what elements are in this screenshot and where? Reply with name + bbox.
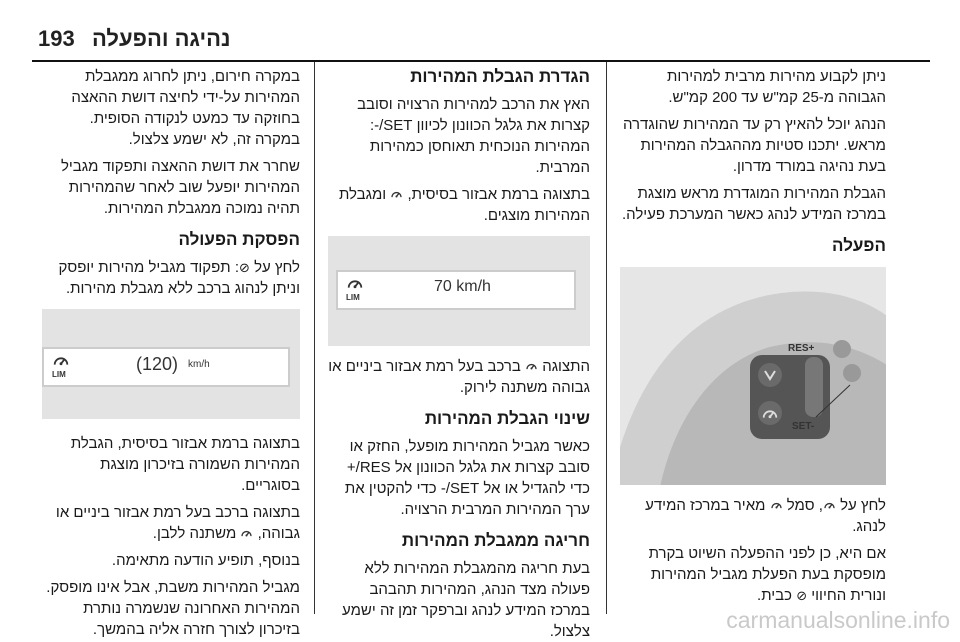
gauge-icon [50, 352, 72, 370]
set-limit-heading: הגדרת הגבלת המהירות [410, 67, 590, 86]
page-title: נהיגה והפעלה [92, 26, 231, 51]
watermark: carmanualsonline.info [726, 607, 950, 633]
speed-range-paragraph: ניתן לקבוע מהירות מרבית למהירות הגבוהה מ-25 קמ"ש עד 200 קמ"ש. [666, 68, 886, 106]
display-panel-set [328, 236, 590, 346]
page-number: 193 [38, 26, 75, 51]
column-divider-left [314, 62, 315, 614]
speed-limit-value: 70 km/h [434, 278, 491, 295]
advanced-display-paragraph: בתצוגה ברכב בעל רמת אבזור ביניים או גבוהה, משתנה ללבן. [55, 504, 300, 542]
change-limit-paragraph: כאשר מגביל המהירות מופעל, החזק או סובב קצרות את גלגל הכוונון אל RES/+ כדי להגדיל או אל SET/- כדי להקטין את ערך המהירות המרבית הרצויה. [344, 438, 590, 518]
cruise-indicator-icon: ⊘ [796, 588, 808, 603]
display-panel-stored [42, 309, 300, 419]
gauge-icon [390, 188, 403, 201]
exceed-limit-paragraph: בעת חריגה מהמגבלת המהירות ללא פעולה מצד הנהג, המהירות תהבהב במרכז המידע לנהג וברפקר זמן זה ישמע צלצול. [342, 560, 590, 640]
color-change-paragraph: התצוגה ברכב בעל רמת אבזור ביניים או גבוהה משתנה לירוק. [328, 358, 590, 396]
left-column [42, 62, 300, 640]
exceed-limit-heading: חריגה ממגבלת המהירות [401, 531, 590, 550]
release-pedal-paragraph: שחרר את דושת ההאצה ותפקוד מגביל המהירות יופעל שוב לאחר שהמהירות תהיה נמוכה ממגבלת המהירות. [60, 158, 300, 217]
deactivation-heading: הפסקת הפעולה [178, 230, 300, 249]
gauge-icon [770, 499, 783, 512]
stored-speed-value: (120) [136, 354, 179, 374]
gauge-icon [823, 499, 836, 512]
lim-label: LIM [346, 293, 360, 302]
activation-heading: הפעלה [832, 236, 886, 255]
res-label: RES+ [788, 343, 815, 354]
gauge-icon [344, 275, 366, 293]
steering-wheel-controls-icon [620, 267, 886, 485]
steering-wheel-illustration [620, 267, 886, 485]
disabled-paragraph: מגביל המהירות משבת, אבל אינו מופסק. המהירות האחרונה שנשמרה נותרת בזיכרון לצורך חזרה אליה בהמשך. [46, 579, 300, 638]
basic-stored-paragraph: בתצוגה ברמת אבזור בסיסית, הגבלת המהירות השמורה בזיכרון מוצגת בסוגריים. [70, 435, 300, 494]
basic-display-paragraph: בתצוגה ברמת אבזור בסיסית, ומגבלת המהירות מוצגים. [338, 186, 590, 224]
deviation-paragraph: הנהג יוכל להאיץ רק עד המהירות שהוגדרה מראש. יתכנו סטיות מההגבלה המהירות בעת נהיגה במורד מדרון. [622, 116, 886, 175]
gauge-icon [525, 360, 538, 373]
page-header [0, 0, 960, 60]
emergency-paragraph: במקרה חירום, ניתן לחרוג ממגבלת המהירות על-ידי לחיצה דושת ההאצה בחוזקה עד כמעט לנקודה הסופית. במקרה זה, לא ישמע צלצול. [71, 68, 300, 148]
lim-label: LIM [52, 370, 66, 379]
set-limit-paragraph: האץ את הרכב למהירות הרצויה וסובב קצרות את גלגל הכוונון לכיוון SET/-: המהירות הנוכחית תאוחסן כמהירות המרבית. [357, 96, 590, 176]
column-divider-right [606, 62, 607, 614]
set-label: SET- [792, 421, 815, 432]
activation-caption: לחץ על , סמל מאיר במרכז המידע לנהג. [645, 497, 886, 535]
speed-unit: km/h [188, 359, 210, 370]
cancel-limiter-icon: ⊘ [239, 260, 250, 275]
message-paragraph: בנוסף, תופיע הודעה מתאימה. [111, 552, 300, 569]
cruise-control-paragraph: אם היא, כן לפני ההפעלה השיוט בקרת מופסקת בעת הפעלת מגביל המהירות ונורית החיווי ⊘ כבית. [648, 545, 886, 604]
lcd-screen [42, 347, 290, 387]
deactivation-paragraph: לחץ על ⊘: תפקוד מגביל מהירות יופסק וניתן לנהוג ברכב ללא מגבלת מהירות. [58, 259, 300, 297]
lcd-screen [336, 270, 576, 310]
display-paragraph: הגבלת המהירות המוגדרת מראש מוצגת במרכז המידע לנהג כאשר המערכת פעילה. [621, 185, 886, 223]
change-limit-heading: שינוי הגבלת המהירות [424, 409, 590, 428]
right-column [620, 62, 886, 606]
middle-column [328, 62, 590, 642]
gauge-icon [240, 527, 253, 540]
